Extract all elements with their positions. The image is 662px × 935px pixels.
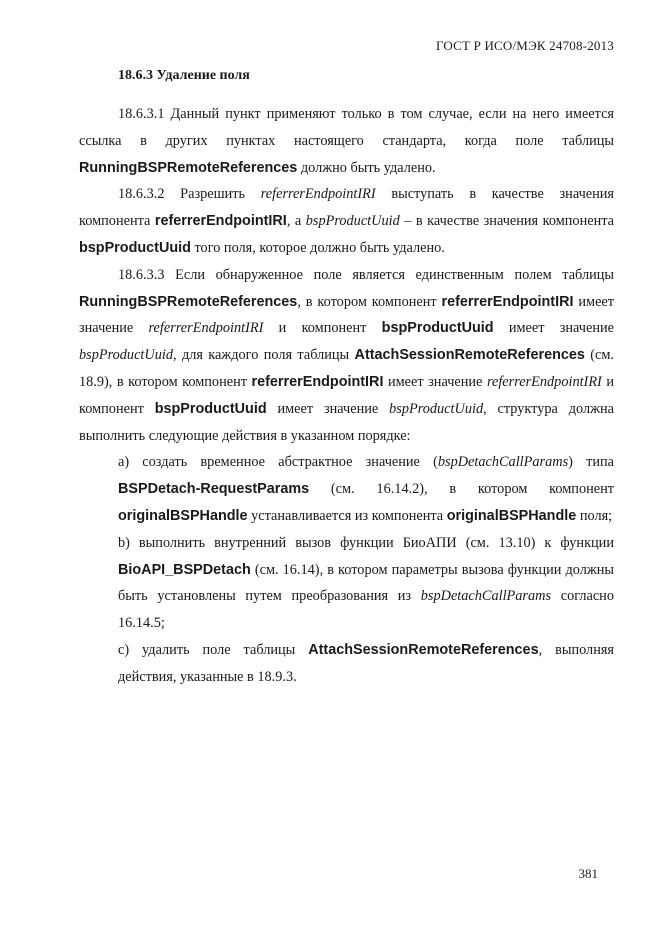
code-term: originalBSPHandle — [446, 507, 577, 524]
text: имеет значение — [266, 400, 390, 417]
text: должно быть удалено. — [297, 159, 436, 176]
code-term: AttachSessionRemoteReferences — [308, 641, 539, 658]
code-term: BioAPI_BSPDetach — [118, 561, 251, 578]
text: и компонент — [79, 373, 615, 417]
text: 18.6.3.2 Разрешить — [118, 186, 261, 203]
text: и компонент — [263, 320, 382, 337]
list-item-a — [79, 449, 614, 529]
document-body — [79, 64, 614, 691]
paragraph-18-6-3-1 — [79, 101, 614, 181]
italic-term: bspDetachCallParams — [437, 454, 569, 471]
text: 18.6.3.3 Если обнаруженное поле является единственным полем таблицы — [118, 266, 614, 283]
italic-term: bspProductUuid — [305, 213, 400, 230]
section-title: Удаление поля — [156, 68, 250, 83]
text: – в качестве значения компонента — [399, 213, 614, 230]
text: (см. 16.14.2), в котором компонент — [309, 481, 614, 498]
section-heading — [79, 64, 614, 88]
code-term: referrerEndpointIRI — [251, 373, 384, 390]
code-term: bspProductUuid — [154, 400, 267, 417]
page-header: ГОСТ Р ИСО/МЭК 24708-2013 — [435, 38, 614, 53]
text: того поля, которое должно быть удалено. — [190, 239, 445, 256]
italic-term: referrerEndpointIRI — [260, 186, 376, 203]
text: имеет значение — [493, 320, 614, 337]
text: поля; — [576, 507, 613, 524]
text: имеет значение — [79, 293, 615, 337]
section-number: 18.6.3 — [118, 68, 153, 83]
text: , структура должна выполнить следующие действия в указанном порядке: — [79, 400, 614, 444]
code-term: referrerEndpointIRI — [154, 213, 287, 230]
text: , выполняя действия, указанные в 18.9.3. — [118, 641, 614, 685]
paragraph-18-6-3-2 — [79, 181, 614, 261]
list-item-c — [79, 637, 614, 691]
text: выступать в качестве значения компонента — [79, 186, 614, 230]
italic-term: bspDetachCallParams — [420, 588, 552, 605]
text: , для каждого поля таблицы — [172, 347, 355, 364]
text: (см. 18.9), в котором компонент — [79, 347, 615, 390]
code-term: RunningBSPRemoteReferences — [79, 293, 298, 310]
code-term: bspProductUuid — [79, 239, 191, 256]
text: (см. 16.14), в котором параметры вызова функции должны быть установлены путем преобразования из — [118, 561, 614, 605]
code-term: AttachSessionRemoteReferences — [354, 347, 585, 364]
text: , в котором компонент — [297, 293, 442, 310]
paragraph-18-6-3-3 — [79, 262, 614, 450]
list-item-b — [79, 530, 614, 637]
text: согласно 16.14.5; — [118, 588, 614, 632]
code-term: RunningBSPRemoteReferences — [79, 159, 298, 176]
text: a) создать временное абстрактное значение ( — [118, 454, 438, 471]
code-term: BSPDetach-RequestParams — [118, 481, 310, 498]
italic-term: bspProductUuid — [79, 347, 173, 364]
text: ) типа — [568, 454, 615, 471]
italic-term: bspProductUuid — [389, 400, 484, 417]
page-number: 381 — [578, 866, 598, 881]
code-term: originalBSPHandle — [118, 507, 248, 524]
code-term: bspProductUuid — [381, 320, 494, 337]
text: c) удалить поле таблицы — [118, 641, 309, 658]
code-term: referrerEndpointIRI — [441, 293, 574, 310]
italic-term: referrerEndpointIRI — [486, 373, 602, 390]
text: устанавливается из компонента — [247, 507, 447, 524]
text: b) выполнить внутренний вызов функции БиоАПИ (см. 13.10) к функции — [118, 534, 614, 551]
text: 18.6.3.1 Данный пункт применяют только в том случае, если на него имеется ссылка в других пунктах настоящего стандарта, когда поле таблицы — [79, 106, 614, 149]
italic-term: referrerEndpointIRI — [148, 320, 264, 337]
text: имеет значение — [383, 373, 487, 390]
text: , а — [286, 213, 306, 230]
